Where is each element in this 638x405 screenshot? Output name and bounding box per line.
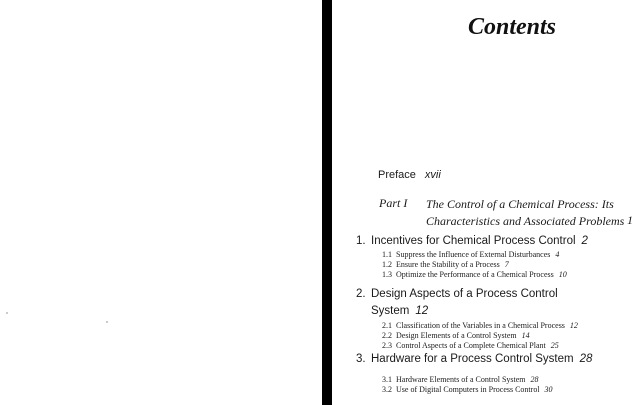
part-label: Part I — [379, 196, 408, 210]
section-page: 14 — [521, 331, 530, 340]
section-title: Use of Digital Computers in Process Control — [396, 385, 540, 394]
section-title: Ensure the Stability of a Process — [396, 260, 500, 269]
toc-section — [382, 260, 509, 270]
part-title-line: The Control of a Chemical Process: Its — [426, 197, 614, 211]
book-gutter — [322, 0, 332, 405]
section-title: Control Aspects of a Complete Chemical Plant — [396, 341, 546, 350]
part-title-line: Characteristics and Associated Problems — [426, 214, 625, 228]
section-title: Optimize the Performance of a Chemical Process — [396, 270, 554, 279]
scan-speck — [6, 312, 8, 314]
toc-section — [382, 331, 530, 341]
chapter-title: Hardware for a Process Control System — [371, 353, 574, 365]
chapter-page: 12 — [415, 305, 429, 317]
section-number: 2.2 — [382, 331, 392, 340]
section-number: 1.3 — [382, 270, 392, 279]
toc-preface — [378, 169, 441, 181]
toc-section — [382, 250, 559, 260]
section-number: 3.1 — [382, 375, 392, 384]
chapter-title: Design Aspects of a Process Control — [371, 288, 558, 300]
section-page: 30 — [544, 385, 553, 394]
section-page: 10 — [558, 270, 567, 279]
chapter-number: 2. — [356, 288, 366, 300]
chapter-title: System — [371, 305, 410, 317]
chapter-page: 2 — [581, 235, 588, 247]
chapter-page: 28 — [579, 353, 593, 365]
section-number: 1.2 — [382, 260, 392, 269]
toc-section — [382, 270, 567, 280]
page-title: Contents — [467, 14, 556, 40]
preface-label: Preface — [378, 169, 416, 181]
toc-chapter-3 — [356, 351, 592, 368]
scan-speck — [106, 321, 108, 323]
section-page: 4 — [555, 250, 560, 259]
part-title — [426, 196, 626, 230]
toc-section — [382, 341, 559, 351]
toc-section — [382, 375, 539, 385]
section-number: 2.1 — [382, 321, 392, 330]
section-title: Design Elements of a Control System — [396, 331, 517, 340]
toc-section — [382, 321, 578, 331]
chapter-number: 3. — [356, 353, 366, 365]
section-page: 28 — [530, 375, 539, 384]
section-title: Suppress the Influence of External Disturbances — [396, 250, 551, 259]
section-number: 1.1 — [382, 250, 392, 259]
chapter-title: Incentives for Chemical Process Control — [371, 235, 576, 247]
toc-chapter-2 — [356, 286, 558, 320]
chapter-number: 1. — [356, 235, 366, 247]
preface-page: xvii — [424, 169, 441, 181]
section-title: Hardware Elements of a Control System — [396, 375, 526, 384]
section-page: 12 — [569, 321, 578, 330]
part-page: 1 — [627, 213, 633, 227]
section-page: 25 — [550, 341, 559, 350]
toc-chapter-1 — [356, 233, 588, 250]
section-title: Classification of the Variables in a Chemical Process — [396, 321, 565, 330]
toc-section — [382, 385, 553, 395]
section-page: 7 — [504, 260, 509, 269]
section-number: 3.2 — [382, 385, 392, 394]
section-number: 2.3 — [382, 341, 392, 350]
